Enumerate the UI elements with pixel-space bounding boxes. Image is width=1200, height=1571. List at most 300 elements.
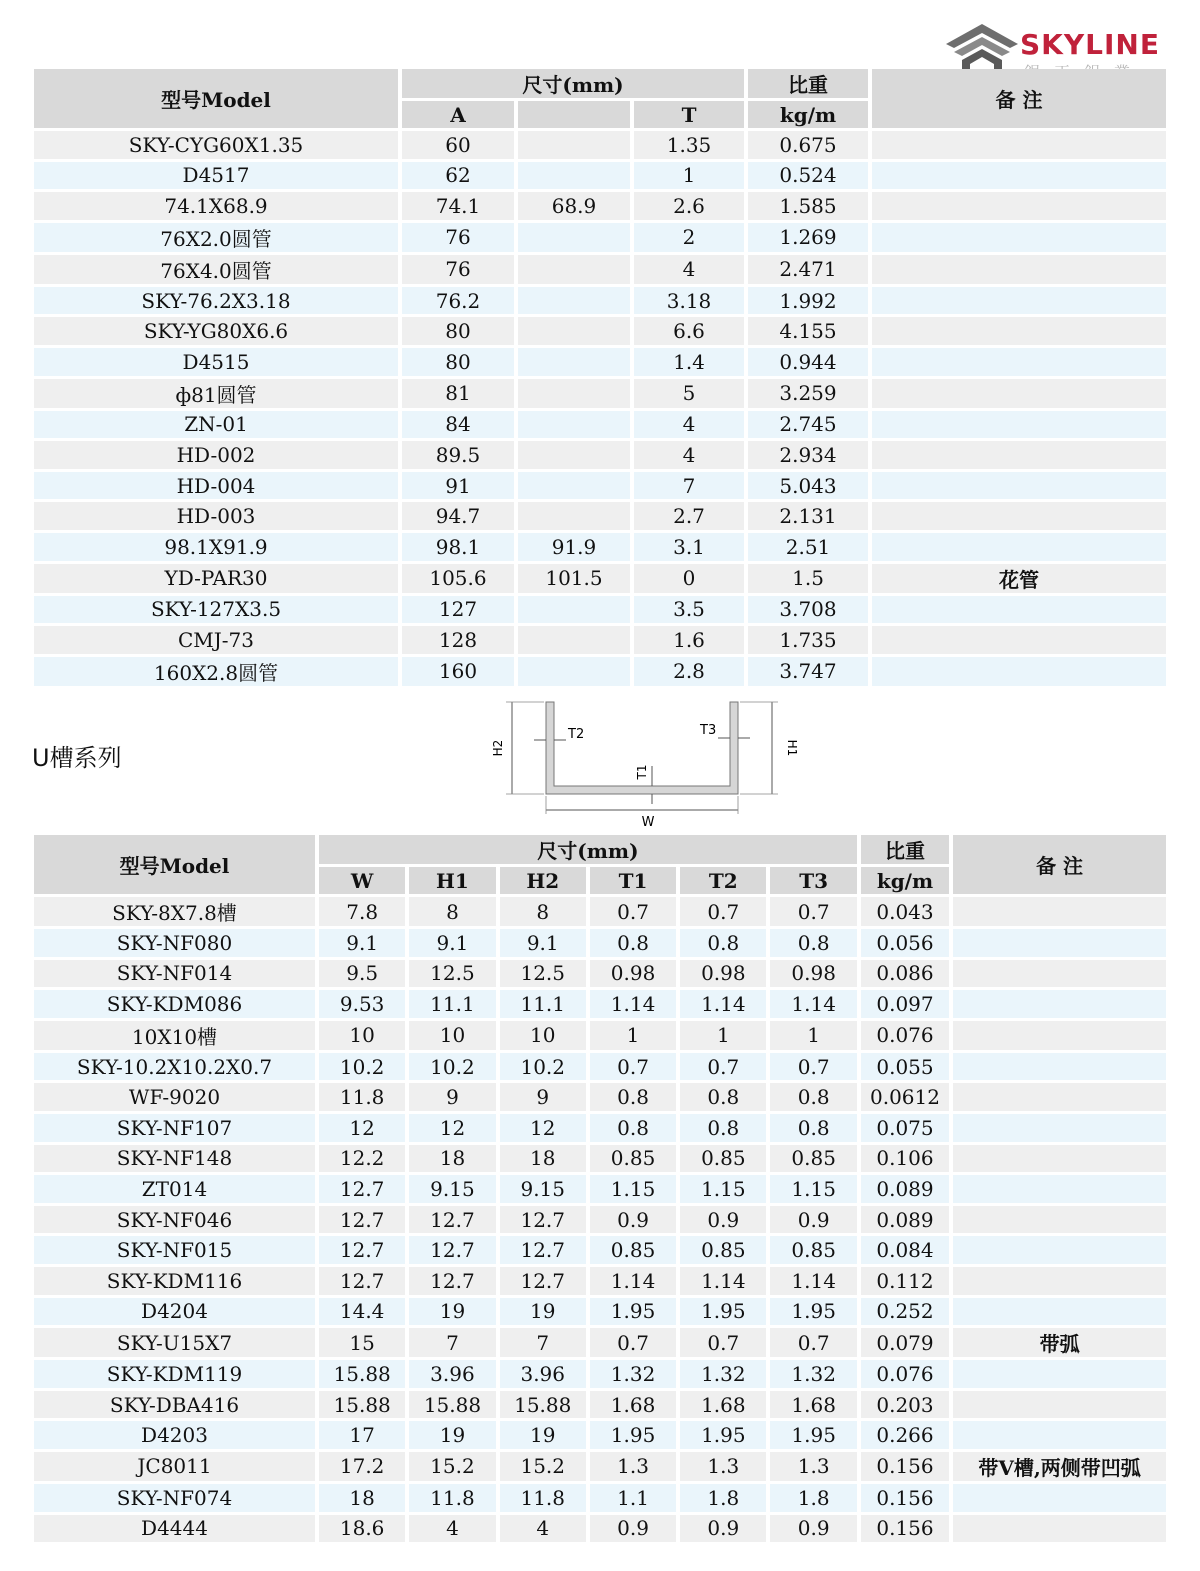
table-row (34, 1391, 1166, 1419)
table-cell: 1.3 (680, 1452, 766, 1481)
table-row (34, 1145, 1166, 1173)
table-cell: 62 (402, 162, 514, 190)
table-cell: 9 (500, 1083, 586, 1111)
u-channel-table (30, 832, 1170, 1545)
header-model: 型号Model (34, 835, 315, 894)
table-cell: 0.075 (861, 1114, 949, 1142)
table-row (34, 929, 1166, 957)
table-cell: 0.056 (861, 929, 949, 957)
table-cell: 0.8 (770, 1114, 856, 1142)
table-cell (872, 317, 1166, 345)
table-row (34, 960, 1166, 988)
table-cell: 1.735 (748, 626, 868, 654)
table-cell: 84 (402, 411, 514, 439)
table-cell: WF-9020 (34, 1083, 315, 1111)
logo-name: SKYLINE (1020, 28, 1160, 61)
table-cell: 11.1 (500, 990, 586, 1018)
table-cell: 1.3 (770, 1452, 856, 1481)
table-cell: 1 (634, 162, 744, 190)
table-cell: 0.055 (861, 1053, 949, 1081)
table-cell: 76X4.0圆管 (34, 255, 398, 284)
table-cell (518, 223, 630, 252)
table-cell: HD-003 (34, 502, 398, 530)
table-row (34, 564, 1166, 593)
table-cell: 0.089 (861, 1175, 949, 1203)
table-cell: 11.8 (409, 1484, 495, 1512)
table-cell: 0 (634, 564, 744, 593)
table-cell: 7 (409, 1328, 495, 1357)
table-cell: 3.18 (634, 287, 744, 315)
table-cell: SKY-CYG60X1.35 (34, 131, 398, 159)
table-cell: 0.98 (590, 960, 676, 988)
table-cell: 0.043 (861, 897, 949, 926)
table-cell: 0.079 (861, 1328, 949, 1357)
table-cell: 2.6 (634, 192, 744, 220)
table-cell: 14.4 (319, 1298, 405, 1326)
table-cell: 12.2 (319, 1145, 405, 1173)
table-cell: 2.51 (748, 533, 868, 561)
table-row (34, 533, 1166, 561)
table-cell: 98.1 (402, 533, 514, 561)
table-cell: 1.3 (590, 1452, 676, 1481)
table-row (34, 1175, 1166, 1203)
table-cell: 10 (319, 1021, 405, 1050)
table-cell: 1.8 (770, 1484, 856, 1512)
table-cell: 1.68 (590, 1391, 676, 1419)
table-cell: SKY-KDM119 (34, 1360, 315, 1388)
table-cell: 10.2 (500, 1053, 586, 1081)
table-cell: 0.85 (770, 1236, 856, 1264)
table-cell (953, 1236, 1166, 1264)
table-cell: 94.7 (402, 502, 514, 530)
table-row (34, 411, 1166, 439)
table-cell: 5 (634, 379, 744, 408)
table-cell (872, 411, 1166, 439)
table-cell (872, 441, 1166, 469)
table-cell: 0.7 (770, 1053, 856, 1081)
table-row (34, 131, 1166, 159)
table-row (34, 1083, 1166, 1111)
table-cell (953, 1515, 1166, 1543)
table-cell: 0.203 (861, 1391, 949, 1419)
header-col-w: W (319, 867, 405, 894)
table-cell: 12.7 (319, 1267, 405, 1295)
table-cell: 6.6 (634, 317, 744, 345)
table-cell (953, 897, 1166, 926)
table-cell: 19 (500, 1298, 586, 1326)
table-cell (518, 472, 630, 500)
table-cell: 160 (402, 657, 514, 686)
table-cell: 3.5 (634, 596, 744, 624)
label-t3: T3 (700, 723, 717, 738)
table-cell (953, 1360, 1166, 1388)
header-size: 尺寸(mm) (402, 69, 744, 98)
table-cell: YD-PAR30 (34, 564, 398, 593)
table-cell: 1.32 (590, 1360, 676, 1388)
table-cell: 1.14 (770, 990, 856, 1018)
table-row (34, 1267, 1166, 1295)
table-cell: 9.53 (319, 990, 405, 1018)
table-cell: 12.7 (409, 1206, 495, 1234)
table-cell: 1.15 (590, 1175, 676, 1203)
table-cell: HD-004 (34, 472, 398, 500)
header-remark: 备 注 (953, 835, 1166, 894)
label-h1: H1 (785, 739, 799, 757)
table-cell (872, 596, 1166, 624)
table-cell: 0.097 (861, 990, 949, 1018)
round-tube-table (30, 66, 1170, 689)
table-row (34, 1360, 1166, 1388)
table-row (34, 472, 1166, 500)
table-cell: D4203 (34, 1421, 315, 1449)
table-cell: SKY-NF080 (34, 929, 315, 957)
table-row (34, 1114, 1166, 1142)
table-cell: 0.7 (590, 1053, 676, 1081)
header-weight: 比重 (861, 835, 949, 864)
table-cell: 10 (409, 1021, 495, 1050)
table-cell: 0.85 (590, 1145, 676, 1173)
table-row (34, 162, 1166, 190)
table-cell: 10.2 (319, 1053, 405, 1081)
table-cell: SKY-KDM116 (34, 1267, 315, 1295)
table-cell: 11.8 (500, 1484, 586, 1512)
table-cell: 60 (402, 131, 514, 159)
table-cell: 12 (500, 1114, 586, 1142)
table-cell: 0.266 (861, 1421, 949, 1449)
table-row (34, 1206, 1166, 1234)
table-cell: 1.14 (590, 990, 676, 1018)
table-cell: 9.15 (500, 1175, 586, 1203)
table-cell: 0.084 (861, 1236, 949, 1264)
table-cell (953, 1298, 1166, 1326)
table-cell (953, 1145, 1166, 1173)
table-row (34, 1021, 1166, 1050)
table-cell: 9 (409, 1083, 495, 1111)
table-cell (872, 287, 1166, 315)
table-cell: 12.7 (319, 1175, 405, 1203)
table-cell: 15.88 (319, 1360, 405, 1388)
table-cell: 0.85 (590, 1236, 676, 1264)
table-cell: 1.14 (680, 990, 766, 1018)
table-cell: SKY-NF074 (34, 1484, 315, 1512)
table-cell: 12.7 (319, 1236, 405, 1264)
table-cell: 18 (500, 1145, 586, 1173)
table-cell (872, 472, 1166, 500)
table-cell (518, 162, 630, 190)
table-cell (953, 990, 1166, 1018)
table-cell: 9.5 (319, 960, 405, 988)
table-cell (953, 1114, 1166, 1142)
table-cell: 127 (402, 596, 514, 624)
table-cell: 15.88 (409, 1391, 495, 1419)
table-cell: 4.155 (748, 317, 868, 345)
table-row (34, 287, 1166, 315)
table-cell: 0.7 (590, 897, 676, 926)
table-cell: 1.8 (680, 1484, 766, 1512)
table-row (34, 596, 1166, 624)
table-cell: 10 (500, 1021, 586, 1050)
table-cell: 101.5 (518, 564, 630, 593)
table-cell (872, 223, 1166, 252)
table-row (34, 897, 1166, 926)
table-row (34, 379, 1166, 408)
table-cell: 68.9 (518, 192, 630, 220)
table-cell: 1.95 (590, 1298, 676, 1326)
header-col-b (518, 101, 630, 128)
header-model: 型号Model (34, 69, 398, 128)
table-cell: 12 (409, 1114, 495, 1142)
header-col-t3: T3 (770, 867, 856, 894)
table-cell: D4515 (34, 348, 398, 376)
table-cell: 0.8 (770, 1083, 856, 1111)
table-row (34, 1452, 1166, 1481)
table-cell: 0.106 (861, 1145, 949, 1173)
table-cell (953, 1267, 1166, 1295)
table-cell: 3.96 (409, 1360, 495, 1388)
table-cell: 0.7 (590, 1328, 676, 1357)
table-cell: 74.1X68.9 (34, 192, 398, 220)
table-row (34, 657, 1166, 686)
table-cell (872, 502, 1166, 530)
table-cell (518, 657, 630, 686)
table-cell (872, 657, 1166, 686)
table-cell: 9.15 (409, 1175, 495, 1203)
table-row (34, 192, 1166, 220)
table-cell: 1.32 (680, 1360, 766, 1388)
table-cell: 12 (319, 1114, 405, 1142)
table-cell: ZT014 (34, 1175, 315, 1203)
table-cell: 9.1 (319, 929, 405, 957)
table-cell (872, 192, 1166, 220)
table-cell (872, 379, 1166, 408)
table-cell: 0.9 (770, 1515, 856, 1543)
table-cell: 3.747 (748, 657, 868, 686)
table-cell: 12.7 (500, 1206, 586, 1234)
table-cell: 2.471 (748, 255, 868, 284)
table-cell: 0.98 (680, 960, 766, 988)
table-cell: 0.9 (680, 1515, 766, 1543)
table-cell: 0.076 (861, 1021, 949, 1050)
table-cell (872, 533, 1166, 561)
table-cell: 15 (319, 1328, 405, 1357)
table-cell: 74.1 (402, 192, 514, 220)
table-cell: 15.2 (500, 1452, 586, 1481)
table-cell: SKY-76.2X3.18 (34, 287, 398, 315)
table-cell: CMJ-73 (34, 626, 398, 654)
header-size: 尺寸(mm) (319, 835, 857, 864)
table-row (34, 626, 1166, 654)
table-cell: SKY-127X3.5 (34, 596, 398, 624)
table-cell: 12.5 (500, 960, 586, 988)
table-cell: 81 (402, 379, 514, 408)
table-cell: 128 (402, 626, 514, 654)
table-cell (518, 348, 630, 376)
table-cell: 76X2.0圆管 (34, 223, 398, 252)
table-cell: 4 (634, 441, 744, 469)
table-cell: 80 (402, 348, 514, 376)
table-cell: 76.2 (402, 287, 514, 315)
table-row (34, 1421, 1166, 1449)
table-cell (953, 1484, 1166, 1512)
header-unit: kg/m (748, 101, 868, 128)
table-cell: 3.708 (748, 596, 868, 624)
table-cell: 1.269 (748, 223, 868, 252)
table-cell: 1.14 (770, 1267, 856, 1295)
table-cell: 91 (402, 472, 514, 500)
table-cell: 0.8 (590, 929, 676, 957)
table-cell: 1.95 (590, 1421, 676, 1449)
table-cell: 0.675 (748, 131, 868, 159)
table-cell: 7 (634, 472, 744, 500)
table-cell: 160X2.8圆管 (34, 657, 398, 686)
table-cell: SKY-NF107 (34, 1114, 315, 1142)
table-cell: 1.95 (680, 1421, 766, 1449)
table-cell: D4204 (34, 1298, 315, 1326)
table-row (34, 502, 1166, 530)
table-cell: ZN-01 (34, 411, 398, 439)
table-row (34, 1515, 1166, 1543)
table-cell: 11.1 (409, 990, 495, 1018)
table-cell: 8 (409, 897, 495, 926)
header-col-a: A (402, 101, 514, 128)
table-cell: 1.14 (680, 1267, 766, 1295)
table-cell: 7.8 (319, 897, 405, 926)
table-cell: 12.7 (500, 1236, 586, 1264)
header-remark: 备 注 (872, 69, 1166, 128)
table-cell (953, 960, 1166, 988)
table-cell: 0.156 (861, 1452, 949, 1481)
table-cell (518, 287, 630, 315)
header-weight: 比重 (748, 69, 868, 98)
table-cell: 1.35 (634, 131, 744, 159)
table-cell: 8 (500, 897, 586, 926)
table-cell (872, 348, 1166, 376)
u-channel-diagram (488, 696, 799, 830)
label-t2: T2 (568, 727, 585, 742)
table-cell: 1.15 (680, 1175, 766, 1203)
table-cell: SKY-YG80X6.6 (34, 317, 398, 345)
table-cell: 89.5 (402, 441, 514, 469)
table-cell (518, 317, 630, 345)
table-row (34, 1298, 1166, 1326)
table-cell: 0.7 (770, 897, 856, 926)
table-cell: SKY-10.2X10.2X0.7 (34, 1053, 315, 1081)
table-cell: 0.9 (680, 1206, 766, 1234)
table-cell: 105.6 (402, 564, 514, 593)
table-cell: 带V槽,两侧带凹弧 (953, 1452, 1166, 1481)
table-cell: 7 (500, 1328, 586, 1357)
table-cell (953, 1083, 1166, 1111)
header-col-t1: T1 (590, 867, 676, 894)
table-cell (953, 1421, 1166, 1449)
table-cell: 4 (634, 255, 744, 284)
table-cell: 1.6 (634, 626, 744, 654)
table-cell (872, 131, 1166, 159)
table-cell: 10.2 (409, 1053, 495, 1081)
table-cell (953, 1021, 1166, 1050)
table-cell: 1.68 (680, 1391, 766, 1419)
table-cell (953, 1206, 1166, 1234)
table-cell: SKY-NF014 (34, 960, 315, 988)
table-row (34, 348, 1166, 376)
table-cell (872, 162, 1166, 190)
table-cell: SKY-8X7.8槽 (34, 897, 315, 926)
table-cell: 12.7 (319, 1206, 405, 1234)
table-cell: 0.086 (861, 960, 949, 988)
table-row (34, 1236, 1166, 1264)
table-cell: 0.9 (590, 1206, 676, 1234)
table-cell: 0.076 (861, 1360, 949, 1388)
table-cell: 4 (409, 1515, 495, 1543)
table-cell: 1.32 (770, 1360, 856, 1388)
table-cell: JC8011 (34, 1452, 315, 1481)
table-cell: HD-002 (34, 441, 398, 469)
table-cell (953, 1053, 1166, 1081)
table-cell: ф81圆管 (34, 379, 398, 408)
table-cell: 4 (634, 411, 744, 439)
table-cell: SKY-NF046 (34, 1206, 315, 1234)
label-h2: H2 (491, 739, 505, 757)
table-cell: 98.1X91.9 (34, 533, 398, 561)
table-cell: 0.8 (590, 1114, 676, 1142)
table-cell (518, 502, 630, 530)
table-cell: 10X10槽 (34, 1021, 315, 1050)
table-cell (518, 596, 630, 624)
table-cell: 0.112 (861, 1267, 949, 1295)
table-cell: 15.2 (409, 1452, 495, 1481)
table-cell: 5.043 (748, 472, 868, 500)
header-col-h1: H1 (409, 867, 495, 894)
table-cell: 带弧 (953, 1328, 1166, 1357)
table-cell: 3.259 (748, 379, 868, 408)
table-cell: 1.95 (680, 1298, 766, 1326)
header-col-t: T (634, 101, 744, 128)
table-cell: 0.089 (861, 1206, 949, 1234)
table-cell (953, 1175, 1166, 1203)
table-cell: 0.0612 (861, 1083, 949, 1111)
table-cell: 0.85 (680, 1145, 766, 1173)
table-cell: 76 (402, 255, 514, 284)
table-cell: 1.1 (590, 1484, 676, 1512)
table-cell: 18 (409, 1145, 495, 1173)
table-cell: 0.156 (861, 1484, 949, 1512)
table-cell: 19 (409, 1421, 495, 1449)
table-cell: 1.15 (770, 1175, 856, 1203)
table-cell: 19 (500, 1421, 586, 1449)
table-row (34, 990, 1166, 1018)
table-cell: 19 (409, 1298, 495, 1326)
table-cell: D4517 (34, 162, 398, 190)
table-cell: 0.85 (770, 1145, 856, 1173)
table-cell (953, 1391, 1166, 1419)
table-cell: 12.7 (409, 1236, 495, 1264)
table-cell: 76 (402, 223, 514, 252)
table-row (34, 1328, 1166, 1357)
table-cell: 2.7 (634, 502, 744, 530)
table-cell: 11.8 (319, 1083, 405, 1111)
table-cell (872, 626, 1166, 654)
table-row (34, 255, 1166, 284)
table-row (34, 223, 1166, 252)
table-cell (518, 411, 630, 439)
table-cell: SKY-U15X7 (34, 1328, 315, 1357)
table-cell (518, 255, 630, 284)
table-cell: 0.944 (748, 348, 868, 376)
table-cell: 0.8 (590, 1083, 676, 1111)
table-row (34, 317, 1166, 345)
table-cell: D4444 (34, 1515, 315, 1543)
table-cell: 0.85 (680, 1236, 766, 1264)
